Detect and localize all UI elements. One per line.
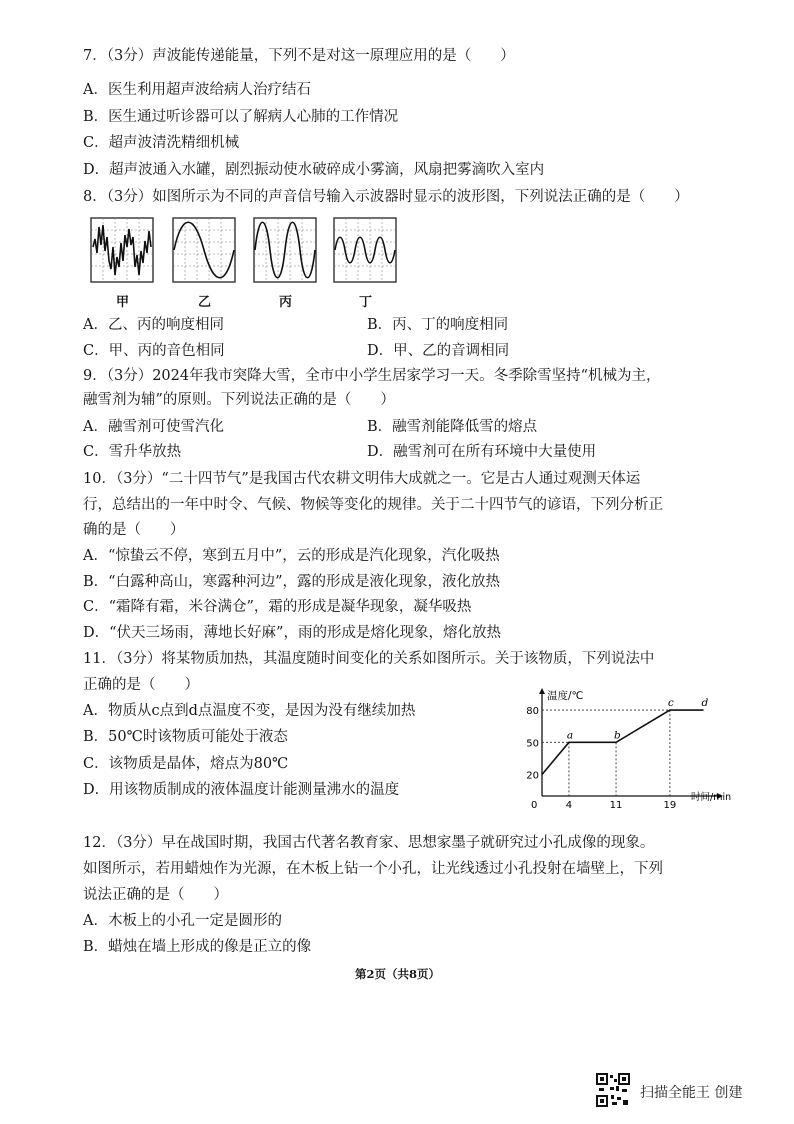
point-label-b: b (614, 729, 621, 742)
x-tick-label: 19 (663, 800, 677, 811)
y-tick-label: 20 (526, 770, 539, 782)
point-label-d: d (701, 697, 709, 710)
q10-stem-line2: 行，总结出的一年中时令、气候、物候等变化的规律。关于二十四节气的谚语，下列分析正 (83, 497, 663, 513)
waveform-bing (253, 217, 317, 283)
q7-stem: 7．（3分）声波能传递能量，下列不是对这一原理应用的是（ ） (83, 48, 515, 64)
q7-option-a: A．医生利用超声波给病人治疗结石 (83, 82, 311, 98)
q10-stem-line1: 10．（3分）“二十四节气”是我国古代农耕文明伟大成就之一。它是古人通过观测天体运 (83, 471, 641, 487)
q8-option-a: A．乙、丙的响度相同 (83, 317, 224, 333)
q12-option-a: A．木板上的小孔一定是圆形的 (83, 913, 282, 929)
wave-label-yi: 乙 (198, 295, 212, 310)
q10-option-d: D．“伏天三场雨，薄地长好麻”，雨的形成是熔化现象，熔化放热 (83, 625, 501, 641)
q12-option-b: B．蜡烛在墙上形成的像是正立的像 (83, 939, 312, 955)
q11-option-c: C．该物质是晶体，熔点为80℃ (83, 756, 289, 772)
q12-stem-line3: 说法正确的是（ ） (83, 887, 228, 903)
y-axis-label: 温度/℃ (547, 690, 584, 702)
q9-option-a: A．融雪剂可使雪汽化 (83, 419, 224, 435)
wave-label-ding: 丁 (359, 295, 373, 310)
temperature-time-chart (520, 686, 732, 811)
wave-label-bing: 丙 (279, 295, 293, 310)
origin-label: 0 (531, 800, 538, 811)
y-axis-arrow (539, 688, 545, 694)
q8-option-d: D．甲、乙的音调相同 (367, 343, 510, 359)
q7-option-c: C．超声波清洗精细机械 (83, 135, 240, 151)
q9-stem-line2: 融雪剂为辅”的原则。下列说法正确的是（ ） (83, 392, 395, 408)
q12-stem-line2: 如图所示，若用蜡烛作为光源，在木板上钻一个小孔，让光线透过小孔投射在墙壁上，下列 (83, 861, 663, 877)
scanner-brand-watermark: 扫描全能王 创建 (640, 1085, 743, 1101)
point-label-c: c (667, 697, 674, 710)
q11-option-a: A．物质从c点到d点温度不变，是因为没有继续加热 (83, 703, 416, 719)
q9-option-b: B．融雪剂能降低雪的熔点 (367, 419, 538, 435)
q8-stem: 8．（3分）如图所示为不同的声音信号输入示波器时显示的波形图，下列说法正确的是（ ） (83, 189, 689, 205)
wave-label-jia: 甲 (116, 295, 130, 310)
q11-stem-line1: 11．（3分）将某物质加热，其温度随时间变化的关系如图所示。关于该物质，下列说法中 (83, 651, 655, 667)
q8-option-c: C．甲、丙的音色相同 (83, 343, 225, 359)
x-tick-label: 11 (609, 800, 623, 811)
q11-option-d: D．用该物质制成的液体温度计能测量沸水的温度 (83, 782, 400, 798)
q9-option-c: C．雪升华放热 (83, 444, 182, 460)
q10-option-b: B．“白露种高山，寒露种河边”，露的形成是液化现象，液化放热 (83, 574, 500, 590)
q9-option-d: D．融雪剂可在所有环境中大量使用 (367, 444, 597, 460)
q9-stem-line1: 9．（3分）2024年我市突降大雪，全市中小学生居家学习一天。冬季除雪坚持“机械为主， (83, 368, 661, 384)
q11-stem-line2: 正确的是（ ） (83, 677, 199, 693)
x-axis-label: 时间/min (691, 792, 732, 803)
y-tick-label: 50 (526, 738, 539, 750)
y-tick-label: 80 (526, 706, 539, 718)
point-label-a: a (566, 729, 574, 742)
q8-option-b: B．丙、丁的响度相同 (367, 317, 509, 333)
q10-option-a: A．“惊蛰云不停，寒到五月中”，云的形成是汽化现象，汽化吸热 (83, 548, 500, 564)
qr-code-icon (596, 1073, 630, 1107)
q10-stem-line3: 确的是（ ） (83, 522, 185, 538)
x-tick-label: 4 (565, 800, 573, 811)
q12-stem-line1: 12．（3分）早在战国时期，我国古代著名教育家、思想家墨子就研究过小孔成像的现象。 (83, 835, 655, 851)
q7-option-d: D．超声波通入水罐，剧烈振动使水破碎成小雾滴，风扇把雾滴吹入室内 (83, 162, 545, 178)
q7-option-b: B．医生通过听诊器可以了解病人心肺的工作情况 (83, 109, 399, 125)
waveform-ding (333, 217, 397, 283)
page-footer: 第2页（共8页） (355, 967, 441, 981)
q11-option-b: B．50℃时该物质可能处于液态 (83, 729, 288, 745)
waveform-yi (172, 217, 236, 283)
waveform-jia (90, 217, 154, 283)
q10-option-c: C．“霜降有霜，米谷满仓”，霜的形成是凝华现象，凝华吸热 (83, 599, 472, 615)
